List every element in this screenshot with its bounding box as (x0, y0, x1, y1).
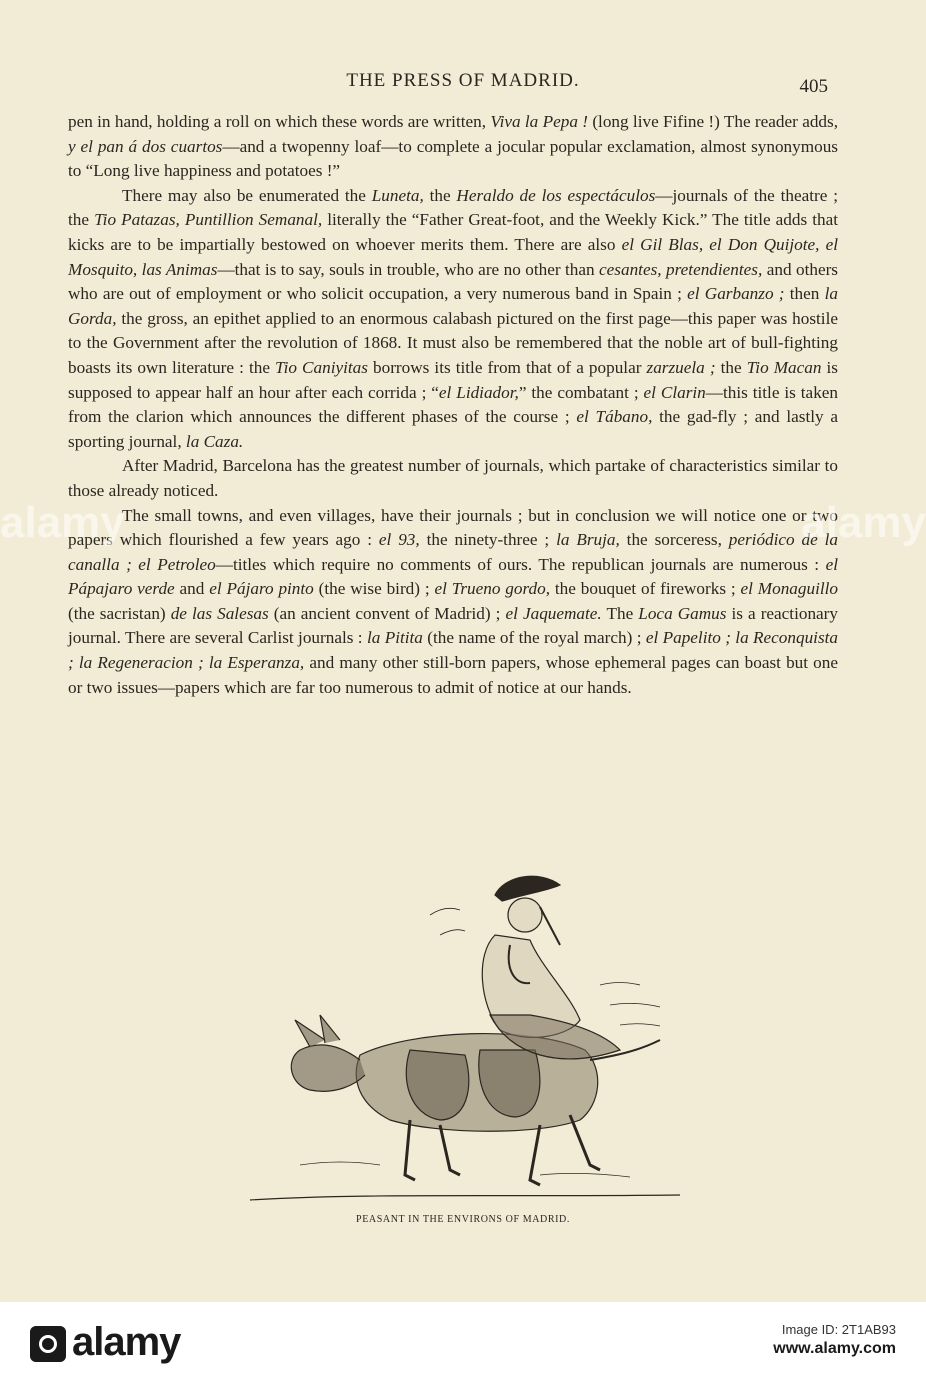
text-run: the gross, an epithet applied to an enormous calabash pictured on the first page—this paper was hostile to the Government after the revolution of 1868. It must also be remembered that the noble art of bull-fighting boasts its own literature : the (68, 308, 838, 377)
text-run: —journals of the theatre ; the (68, 185, 838, 230)
italic-text: Loca Gamus (638, 603, 727, 623)
watermark-left: alamy (0, 498, 125, 547)
text-run: There may also be enumerated the (122, 185, 372, 205)
italic-text: el Lidiador, (438, 382, 519, 402)
italic-text: Viva la Pepa ! (490, 112, 588, 131)
peasant-on-donkey-illustration (240, 835, 690, 1205)
running-head: THE PRESS OF MADRID. (346, 70, 580, 91)
text-run: ” the combatant ; (518, 382, 644, 402)
footer-meta (773, 1320, 896, 1358)
text-run: literally the “Father Great-foot, and the Weekly Kick.” The title adds that kicks are to be impartially bestowed on whoever merits them. There are also (68, 210, 838, 254)
text-run: (the wise bird) ; (313, 579, 435, 599)
text-run: —that is to say, souls in trouble, who are no other than (217, 259, 600, 279)
paragraph (68, 504, 838, 701)
text-run: the (715, 357, 747, 377)
text-run: and many other still-born papers, whose ephemeral pages can boast but one or two issues—papers which are far too numerous to admit of notice at our hands. (68, 653, 838, 697)
paragraph (68, 454, 838, 503)
text-run: the gad-fly ; and lastly a sporting journal, (68, 407, 839, 451)
italic-text: Tio Caniyitas (275, 357, 368, 377)
body-text (68, 110, 838, 700)
text-run: —and a twopenny loaf—to complete a jocular popular exclamation, almost synonymous to “Long live happiness and potatoes !” (68, 136, 838, 181)
italic-text: Heraldo de los espectáculos (456, 185, 656, 205)
italic-text: el Gil Blas, el Don Quijote, el Mosquito, las Animas (68, 234, 838, 279)
site-link[interactable]: www.alamy.com (773, 1340, 896, 1357)
italic-text: la Pitita (366, 628, 423, 648)
brand-name: alamy (72, 1320, 181, 1364)
italic-text: la Caza. (185, 431, 244, 451)
text-run: —titles which require no comments of ours. The republican journals are numerous : (215, 554, 826, 574)
italic-text: el Pápajaro verde (68, 554, 838, 599)
text-run: is a reactionary journal. There are several Carlist journals : (68, 603, 838, 648)
italic-text: el Tábano, (576, 407, 653, 427)
italic-text: el Pájaro pinto (209, 579, 314, 599)
text-run: the bouquet of fireworks ; (550, 579, 741, 599)
italic-text: el Jaquemate. (505, 603, 602, 623)
text-run: pen in hand, holding a roll on which these words are written, (68, 112, 491, 131)
italic-text: el Trueno gordo, (434, 579, 551, 599)
text-run: and others who are out of employment or who solicit occupation, a very numerous band in Spain ; (68, 259, 838, 304)
text-run: is supposed to appear half an hour after each corrida ; “ (68, 357, 838, 402)
italic-text: Tio Macan (746, 357, 822, 377)
italic-text: el Monaguillo (740, 579, 838, 599)
text-run: (the name of the royal march) ; (422, 628, 646, 648)
text-run: The small towns, and even villages, have their journals ; but in conclusion we will notice one or two papers which flourished a few years ago : (68, 505, 838, 550)
italic-text: de las Salesas (170, 603, 269, 623)
text-run: (long live Fifine !) The reader adds, (587, 112, 838, 131)
italic-text: el Papelito ; la Reconquista ; la Regeneracion ; la Esperanza, (68, 628, 839, 673)
italic-text: y el pan á dos cuartos (68, 136, 223, 156)
italic-text: el Clarin (643, 382, 706, 402)
text-run: borrows its title from that of a popular (367, 357, 647, 377)
italic-text: la Gorda, (68, 284, 839, 328)
text-run: the ninety-three ; (419, 530, 557, 550)
page-number: 405 (799, 76, 828, 97)
italic-text: Luneta, (371, 185, 424, 205)
italic-text: el 93, (378, 530, 420, 550)
text-run: —this title is taken from the clarion which announces the different phases of the course ; (68, 382, 839, 427)
text-run: and (174, 579, 210, 599)
italic-text: periódico de la canalla ; el Petroleo (68, 530, 839, 574)
watermark-right: alamy (801, 498, 926, 547)
brand-mark-icon (30, 1326, 66, 1362)
illustration-caption: PEASANT IN THE ENVIRONS OF MADRID. (356, 1214, 570, 1225)
brand-logo[interactable] (30, 1320, 180, 1365)
page-header (0, 70, 926, 100)
italic-text: la Bruja, (556, 530, 620, 550)
paragraph (68, 184, 838, 455)
italic-text: el Garbanzo ; (687, 284, 785, 304)
text-run: After Madrid, Barcelona has the greatest number of journals, which partake of characteristics similar to those already noticed. (68, 456, 838, 500)
italic-text: cesantes, pretendientes, (599, 259, 763, 279)
image-id: Image ID: 2T1AB93 (781, 1322, 896, 1337)
text-run: (the sacristan) (68, 603, 171, 623)
text-run: (an ancient convent of Madrid) ; (268, 603, 506, 623)
italic-text: Tio Patazas, Puntillion Semanal, (94, 210, 323, 230)
text-run: the (423, 185, 457, 205)
text-run: The (601, 603, 639, 623)
italic-text: zarzuela ; (646, 357, 716, 377)
paragraph (68, 110, 838, 184)
text-run: then (784, 284, 825, 304)
stock-footer (0, 1302, 926, 1390)
text-run: the sorceress, (619, 530, 729, 550)
